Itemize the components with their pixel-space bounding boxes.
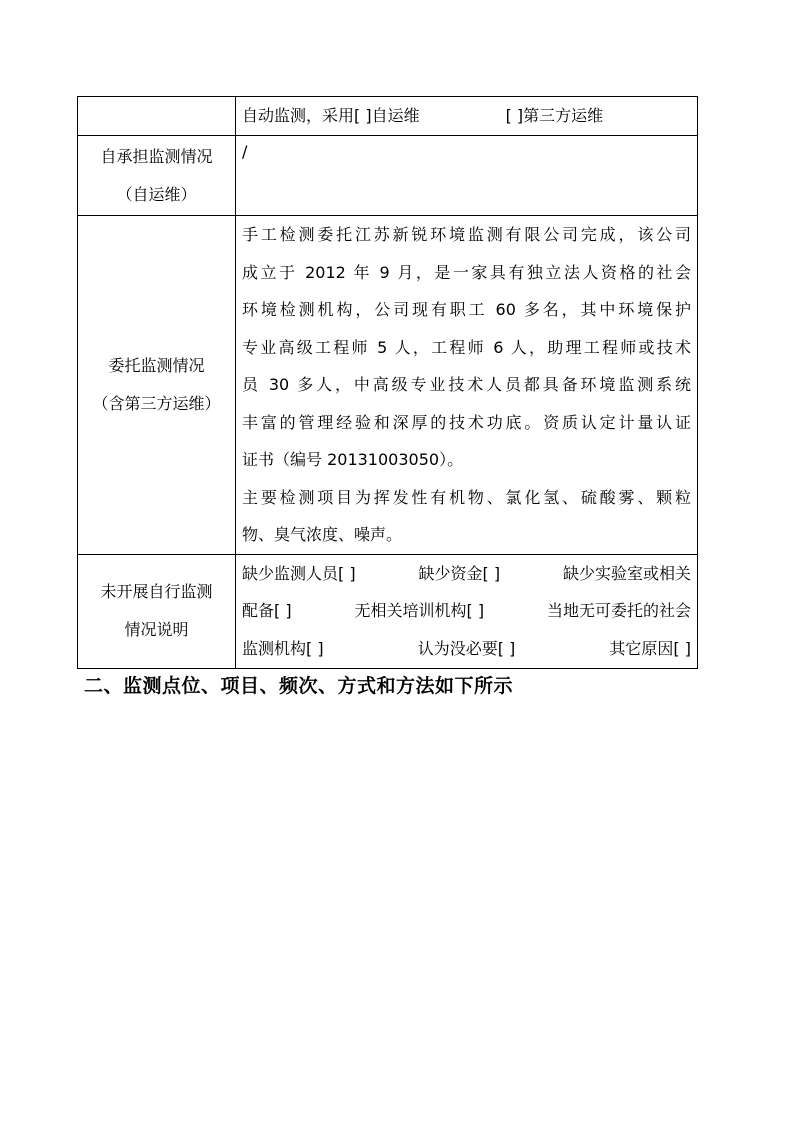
reason-option: 缺少实验室或相关	[562, 563, 691, 583]
entrusted-text-line: 专业高级工程师 5 人，工程师 6 人，助理工程师或技术	[242, 337, 691, 357]
auto-monitoring-self-option: 自动监测，采用[ ]自运维	[242, 106, 420, 125]
entrusted-text-line: 手工检测委托江苏新锐环境监测有限公司完成，该公司	[242, 225, 691, 244]
reason-option: 监测机构[ ]	[242, 638, 324, 658]
auto-monitoring-third-party-option: [ ]第三方运维	[505, 106, 604, 125]
table-row-no-self-monitoring	[78, 554, 698, 668]
no-self-monitoring-content	[236, 554, 698, 668]
reason-options-row	[242, 555, 691, 593]
table-row-self-monitoring	[78, 136, 698, 216]
entrusted-text-line: 物、臭气浓度、噪声。	[242, 525, 403, 544]
reason-option: 配备[ ]	[242, 601, 292, 620]
entrusted-monitoring-content	[236, 216, 698, 555]
entrusted-text-line: 环境检测机构，公司现有职工 60 多名，其中环境保护	[242, 300, 691, 319]
empty-label-cell	[78, 97, 236, 136]
entrusted-monitoring-label	[78, 216, 236, 555]
no-self-monitoring-label-line2: 情况说明	[124, 620, 189, 639]
self-monitoring-label	[78, 136, 236, 216]
table-row-auto-monitoring	[78, 97, 698, 136]
self-monitoring-label-line1: 自承担监测情况	[100, 146, 213, 166]
reason-option: 当地无可委托的社会	[546, 601, 691, 620]
no-self-monitoring-label-line1: 未开展自行监测	[100, 582, 213, 601]
entrusted-text-line: 丰富的管理经验和深厚的技术功底。资质认定计量认证	[242, 412, 691, 432]
self-monitoring-label-line2: （自运维）	[116, 184, 197, 204]
section-heading: 二、监测点位、项目、频次、方式和方法如下所示	[84, 675, 514, 697]
table-row-entrusted-monitoring	[78, 216, 698, 555]
entrusted-text-line: 主要检测项目为挥发性有机物、氯化氢、硫酸雾、颗粒	[242, 487, 691, 507]
entrusted-monitoring-label-line1: 委托监测情况	[108, 355, 205, 375]
entrusted-text-line: 成立于 2012 年 9 月，是一家具有独立法人资格的社会	[242, 262, 691, 282]
reason-options-row	[242, 592, 691, 630]
reason-option: 其它原因[ ]	[609, 638, 691, 658]
entrusted-text-line: 员 30 多人，中高级专业技术人员都具备环境监测系统	[242, 375, 691, 394]
reason-options-row	[242, 630, 691, 668]
self-monitoring-content: /	[236, 136, 698, 216]
no-self-monitoring-label	[78, 554, 236, 668]
auto-monitoring-cell	[236, 97, 698, 136]
entrusted-text-line: 证书（编号 20131003050）。	[242, 450, 464, 469]
reason-option: 无相关培训机构[ ]	[354, 601, 485, 620]
monitoring-table	[77, 96, 698, 669]
reason-option: 缺少监测人员[ ]	[242, 563, 356, 583]
reason-option: 缺少资金[ ]	[418, 563, 501, 583]
reason-option: 认为没必要[ ]	[417, 638, 516, 658]
entrusted-monitoring-label-line2: （含第三方运维）	[92, 393, 221, 413]
